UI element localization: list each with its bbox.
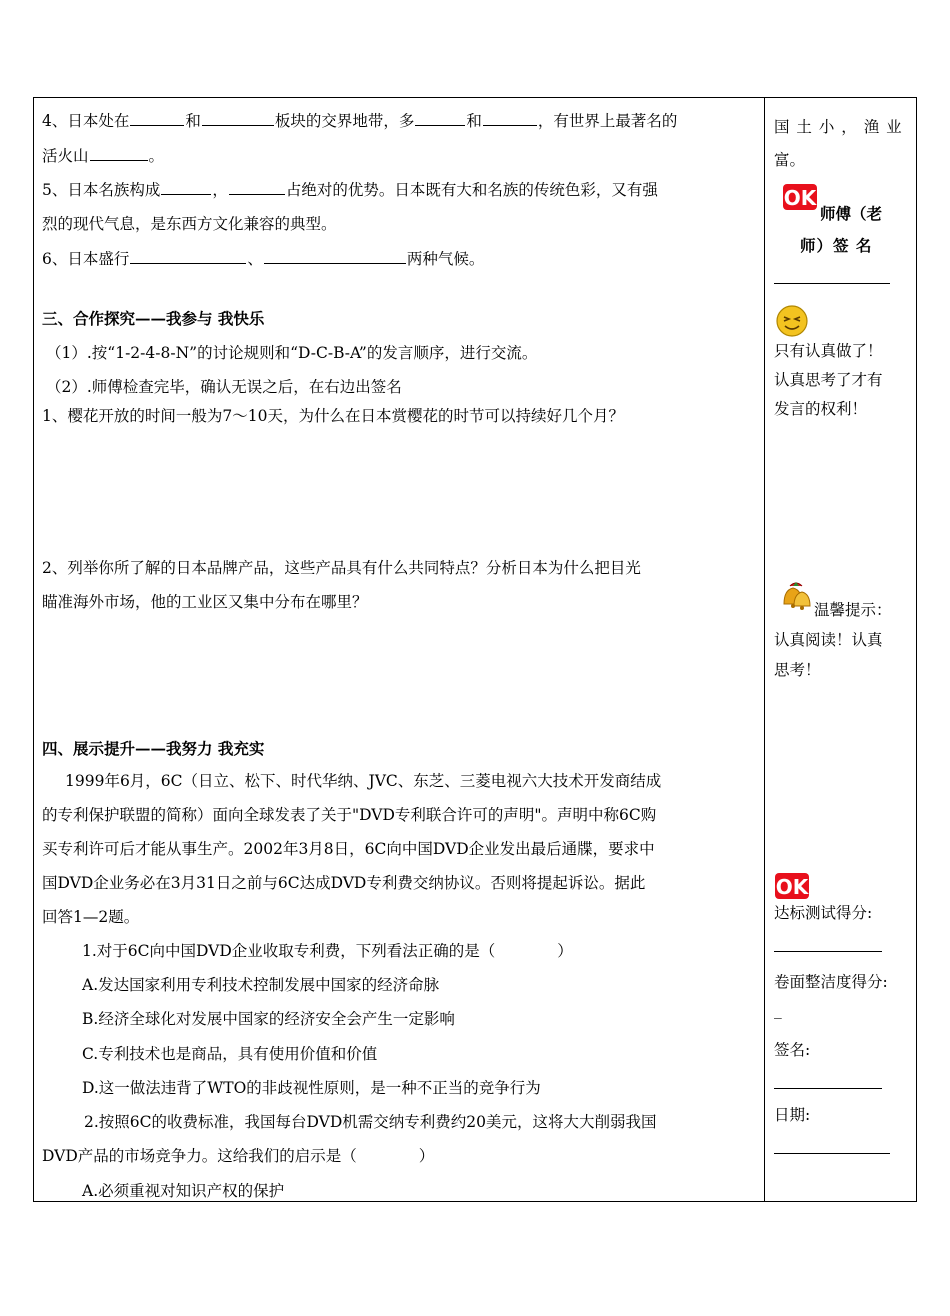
- reminder-1-line-3: 发言的权利！: [774, 400, 868, 418]
- blank-field[interactable]: [130, 111, 184, 126]
- q4-text-b: 和: [185, 112, 201, 130]
- q5-text-c: 占绝对的优势。日本既有大和名族的传统色彩，又有强: [285, 181, 658, 199]
- section-3-rule-2: （2）.师傅检查完毕，确认无误之后，在右边出签名: [46, 378, 402, 396]
- smiley-face-icon: [774, 304, 810, 338]
- neatness-input-line[interactable]: _: [774, 1001, 782, 1019]
- q4-text-d: 和: [466, 112, 482, 130]
- score-input-line[interactable]: [774, 951, 882, 952]
- mcq-2-stem-line-1: 2.按照6C的收费标准，我国每台DVD机需交纳专利费约20美元，这将大大削弱我国: [84, 1113, 657, 1131]
- date-label: 日期:: [774, 1106, 811, 1124]
- ok-badge-text: OK: [775, 875, 809, 899]
- christmas-bell-icon: [776, 576, 816, 616]
- mcq-1-option-d: D.这一做法违背了WTO的非歧视性原则，是一种不正当的竞争行为: [82, 1079, 541, 1097]
- reminder-2-title: 温馨提示：: [814, 601, 892, 619]
- mcq-1-option-c: C.专利技术也是商品，具有使用价值和价值: [82, 1045, 378, 1063]
- section-3-title: 三、合作探究——我参与 我快乐: [42, 309, 265, 328]
- side-note-line-2: 富。: [774, 151, 806, 169]
- reminder-1-line-2: 认真思考了才有: [774, 371, 883, 389]
- passage-line-3: 买专利许可后才能从事生产。2002年3月8日，6C向中国DVD企业发出最后通牒，要求中: [42, 840, 655, 858]
- signature-input-line[interactable]: [774, 1088, 882, 1089]
- passage-line-5: 回答1—2题。: [42, 908, 140, 926]
- q4-text-g: 。: [148, 147, 165, 165]
- mentor-signature-line[interactable]: [774, 283, 890, 284]
- question-4-line-1: [42, 111, 677, 131]
- mentor-sign-label-2: 师）签 名: [800, 236, 873, 255]
- column-divider: [764, 98, 765, 1201]
- reminder-2-line-3: 思考！: [774, 661, 821, 679]
- date-input-line[interactable]: [774, 1153, 890, 1154]
- mcq-2-stem-line-2: DVD产品的市场竞争力。这给我们的启示是（ ）: [42, 1147, 435, 1165]
- section-4-title: 四、展示提升——我努力 我充实: [42, 739, 265, 758]
- blank-field[interactable]: [202, 111, 274, 126]
- q6-text-a: 6、日本盛行: [42, 250, 130, 268]
- mcq-1-option-a: A.发达国家利用专利技术控制发展中国家的经济命脉: [82, 976, 440, 994]
- blank-field[interactable]: [161, 180, 211, 195]
- q5-text-b: ，: [212, 181, 228, 199]
- reminder-2-line-2: 认真阅读！认真: [774, 631, 883, 649]
- section-3-question-2-line-1: 2、列举你所了解的日本品牌产品，这些产品具有什么共同特点？分析日本为什么把目光: [42, 559, 641, 577]
- neatness-label: 卷面整洁度得分:: [774, 973, 888, 991]
- blank-field[interactable]: [130, 249, 246, 264]
- q4-text-f: 活火山: [42, 147, 89, 165]
- passage-line-1: 1999年6月，6C（日立、松下、时代华纳、JVC、东芝、三菱电视六大技术开发商结成: [65, 772, 662, 790]
- section-3-question-2-line-2: 瞄准海外市场，他的工业区又集中分布在哪里？: [42, 593, 368, 611]
- section-3-question-1: 1、樱花开放的时间一般为7～10天，为什么在日本赏樱花的时节可以持续好几个月？: [42, 407, 624, 425]
- blank-field[interactable]: [264, 249, 406, 264]
- mentor-sign-label-1: 师傅（老: [820, 204, 883, 223]
- signature-label: 签名:: [774, 1041, 811, 1059]
- q4-text-a: 4、日本处在: [42, 112, 130, 130]
- blank-field[interactable]: [229, 180, 285, 195]
- question-5-line-2: [42, 214, 337, 234]
- q6-text-c: 两种气候。: [406, 250, 485, 268]
- side-note-line-1: 国 土 小 ， 渔 业: [774, 118, 903, 136]
- passage-line-4: 国DVD企业务必在3月31日之前与6C达成DVD专利费交纳协议。否则将提起诉讼。据此: [42, 874, 646, 892]
- q5-text-a: 5、日本名族构成: [42, 181, 161, 199]
- q5-text-d: 烈的现代气息，是东西方文化兼容的典型。: [42, 215, 337, 233]
- ok-badge-icon: [774, 871, 810, 901]
- score-label: 达标测试得分:: [774, 904, 873, 922]
- q4-text-c: 板块的交界地带，多: [274, 112, 415, 130]
- passage-line-2: 的专利保护联盟的简称）面向全球发表了关于"DVD专利联合许可的声明"。声明中称6C购: [42, 806, 657, 824]
- reminder-1-line-1: 只有认真做了！: [774, 342, 883, 360]
- worksheet-table: [33, 97, 917, 1202]
- q4-text-e: ，有世界上最著名的: [537, 112, 678, 130]
- mcq-1-stem: 1.对于6C向中国DVD企业收取专利费，下列看法正确的是（ ）: [82, 942, 573, 960]
- blank-field[interactable]: [483, 111, 537, 126]
- blank-field[interactable]: [415, 111, 465, 126]
- mcq-2-option-a: A.必须重视对知识产权的保护: [82, 1182, 285, 1200]
- ok-badge-icon: [782, 182, 818, 212]
- question-5-line-1: [42, 180, 658, 200]
- ok-badge-text: OK: [783, 186, 817, 210]
- blank-field[interactable]: [90, 146, 148, 161]
- question-6-line: [42, 249, 484, 269]
- mcq-1-option-b: B.经济全球化对发展中国家的经济安全会产生一定影响: [82, 1010, 455, 1028]
- section-3-rule-1: （1）.按“1-2-4-8-N”的讨论规则和“D-C-B-A”的发言顺序，进行交流。: [46, 344, 538, 362]
- question-4-line-2: [42, 146, 164, 166]
- q6-text-b: 、: [247, 250, 263, 268]
